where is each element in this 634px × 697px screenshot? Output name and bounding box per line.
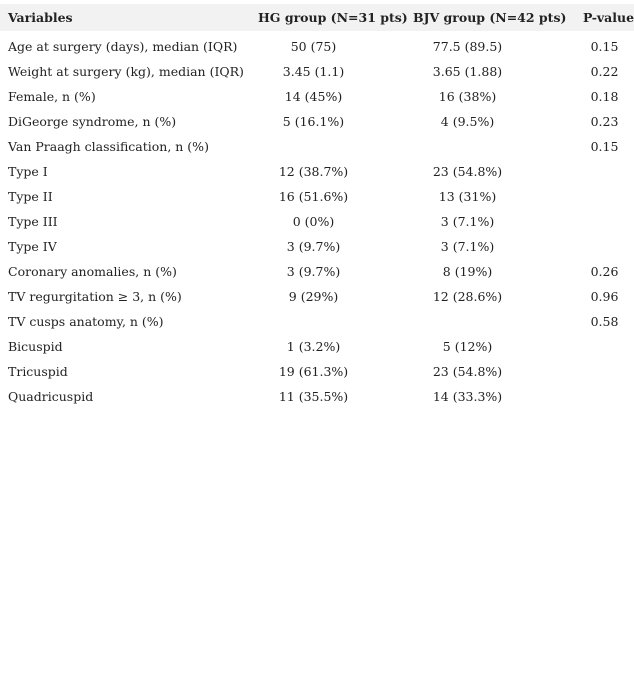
cell-variable: Quadricuspid: [8, 389, 94, 404]
cell-hg: 11 (35.5%): [278, 389, 349, 404]
cell-bjv: 3.65 (1.88): [432, 64, 503, 79]
cell-hg: 3.45 (1.1): [282, 64, 345, 79]
table-row: [0, 359, 634, 384]
cell-variable: Type II: [8, 189, 53, 204]
cell-variable: Female, n (%): [8, 89, 96, 104]
cell-p-value: 0.58: [590, 314, 619, 329]
table-row: [0, 34, 634, 59]
cell-p-value: 0.26: [590, 264, 619, 279]
cell-hg: 0 (0%): [292, 214, 335, 229]
table-row: [0, 334, 634, 359]
cell-p-value: 0.22: [590, 64, 619, 79]
header-hg-group: HG group (N=31 pts): [258, 10, 408, 25]
cell-bjv: 23 (54.8%): [432, 164, 503, 179]
cell-p-value: 0.23: [590, 114, 619, 129]
cell-p-value: 0.15: [590, 139, 619, 154]
cell-hg: 16 (51.6%): [278, 189, 349, 204]
table-row: [0, 109, 634, 134]
cell-variable: Type I: [8, 164, 48, 179]
table-row: [0, 309, 634, 334]
cell-variable: Type III: [8, 214, 58, 229]
cell-hg: 19 (61.3%): [278, 364, 349, 379]
cell-p-value: 0.15: [590, 39, 619, 54]
header-bjv-group: BJV group (N=42 pts): [413, 10, 567, 25]
table-row: [0, 384, 634, 409]
cell-hg: 12 (38.7%): [278, 164, 349, 179]
table-row: [0, 234, 634, 259]
cell-variable: TV cusps anatomy, n (%): [8, 314, 164, 329]
cell-bjv: 3 (7.1%): [440, 214, 495, 229]
header-p-value: P-value: [583, 10, 634, 25]
header-variables: Variables: [8, 10, 73, 25]
cell-variable: Type IV: [8, 239, 57, 254]
cell-bjv: 5 (12%): [442, 339, 493, 354]
cell-variable: TV regurgitation ≥ 3, n (%): [8, 289, 182, 304]
cell-variable: DiGeorge syndrome, n (%): [8, 114, 177, 129]
cell-bjv: 3 (7.1%): [440, 239, 495, 254]
table-header: [0, 4, 634, 31]
table-row: [0, 209, 634, 234]
cell-bjv: 16 (38%): [438, 89, 497, 104]
cell-hg: 3 (9.7%): [286, 264, 341, 279]
cell-variable: Bicuspid: [8, 339, 63, 354]
cell-hg: 14 (45%): [284, 89, 343, 104]
cell-variable: Van Praagh classification, n (%): [8, 139, 209, 154]
cell-bjv: 77.5 (89.5): [432, 39, 503, 54]
cell-hg: 50 (75): [290, 39, 337, 54]
cell-hg: 3 (9.7%): [286, 239, 341, 254]
table-row: [0, 134, 634, 159]
cell-variable: Weight at surgery (kg), median (IQR): [8, 64, 244, 79]
cell-bjv: 8 (19%): [442, 264, 493, 279]
table-row: [0, 59, 634, 84]
cell-hg: 5 (16.1%): [282, 114, 345, 129]
cell-variable: Tricuspid: [8, 364, 68, 379]
cell-bjv: 12 (28.6%): [432, 289, 503, 304]
cell-hg: 1 (3.2%): [286, 339, 341, 354]
cell-hg: 9 (29%): [288, 289, 339, 304]
table-row: [0, 184, 634, 209]
cell-bjv: 14 (33.3%): [432, 389, 503, 404]
cell-variable: Age at surgery (days), median (IQR): [8, 39, 238, 54]
cell-bjv: 13 (31%): [438, 189, 497, 204]
cell-variable: Coronary anomalies, n (%): [8, 264, 177, 279]
table-body: [0, 34, 634, 409]
cell-p-value: 0.96: [590, 289, 619, 304]
table-row: [0, 84, 634, 109]
table-row: [0, 259, 634, 284]
cell-p-value: 0.18: [590, 89, 619, 104]
table-row: [0, 284, 634, 309]
data-table: [0, 4, 634, 409]
table-row: [0, 159, 634, 184]
cell-bjv: 4 (9.5%): [440, 114, 495, 129]
cell-bjv: 23 (54.8%): [432, 364, 503, 379]
